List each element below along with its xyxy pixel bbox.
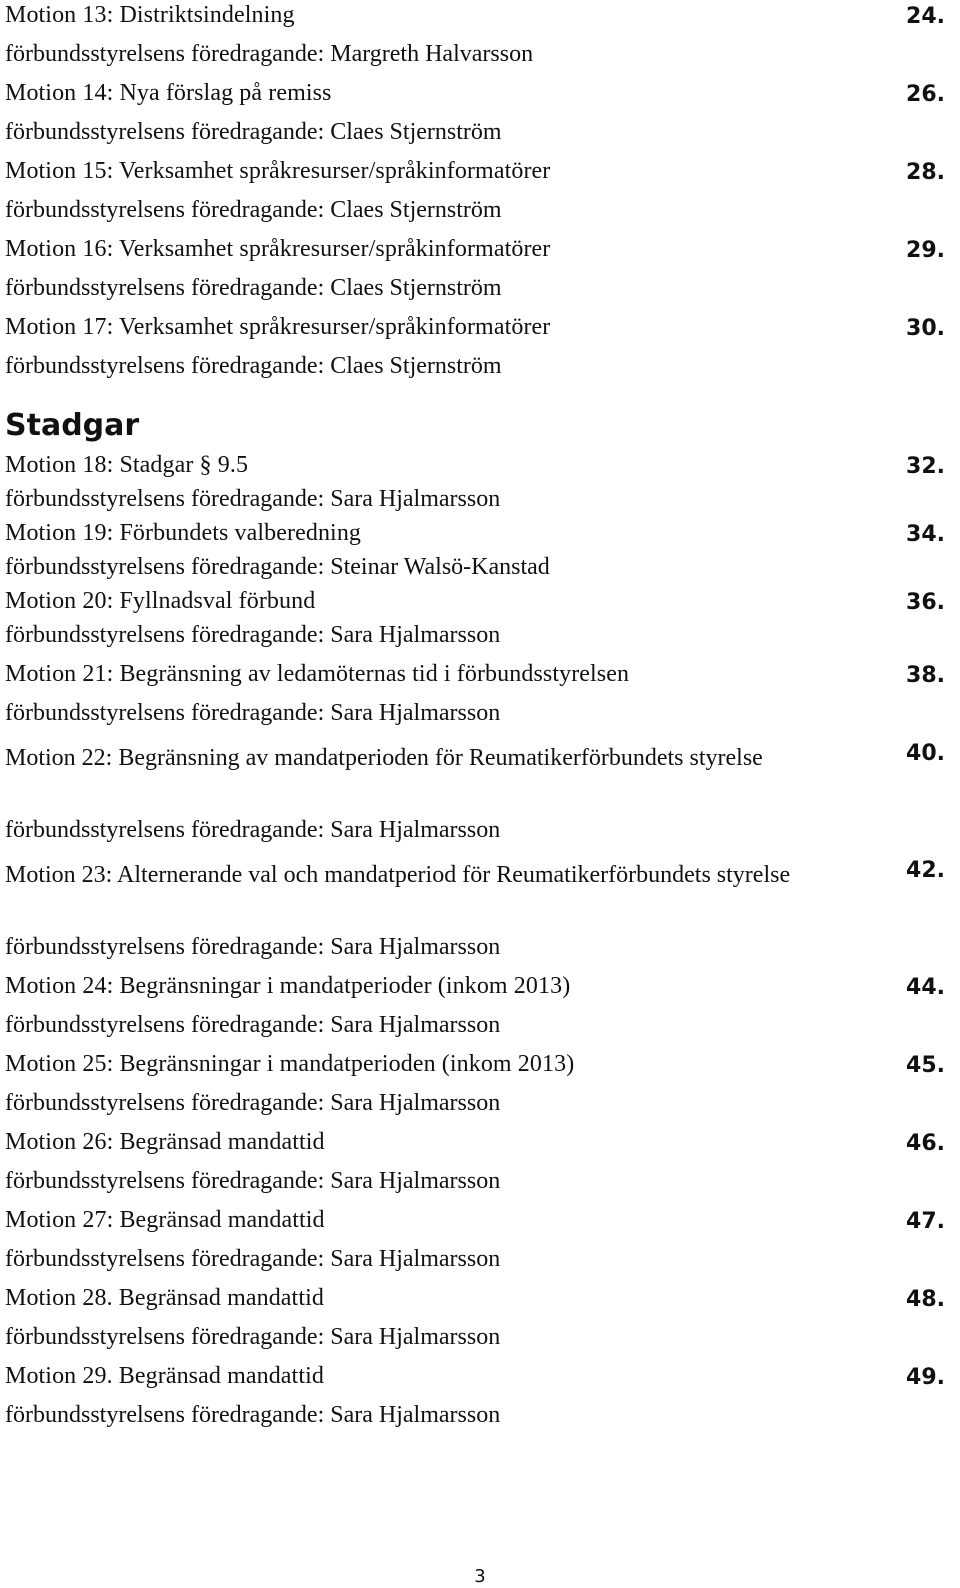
toc-presenter-row <box>5 552 945 586</box>
section-heading <box>5 390 945 450</box>
toc-entry <box>5 971 945 1010</box>
page-footer-number: 3 <box>474 1566 486 1587</box>
presenter-line: förbundsstyrelsens föredragande: Margreth Halvarsson <box>5 41 534 67</box>
toc-entry <box>5 1283 945 1322</box>
page-number: 47. <box>906 1209 945 1234</box>
motion-title: Motion 20: Fyllnadsval förbund <box>5 588 316 614</box>
toc-entry <box>5 1361 945 1400</box>
motion-title: Motion 16: Verksamhet språkresurser/språkinformatörer <box>5 236 551 262</box>
toc-presenter-row <box>5 1010 945 1049</box>
toc-presenter-row <box>5 815 945 854</box>
toc-entry <box>5 518 945 552</box>
page-number: 44. <box>906 975 945 1000</box>
toc-entry <box>5 737 945 815</box>
page-number: 36. <box>906 590 945 615</box>
presenter-line: förbundsstyrelsens föredragande: Claes Stjernström <box>5 353 502 379</box>
motion-title: Motion 13: Distriktsindelning <box>5 2 295 28</box>
toc-presenter-row <box>5 698 945 737</box>
toc-entry <box>5 659 945 698</box>
motion-title: Motion 14: Nya förslag på remiss <box>5 80 332 106</box>
page-number: 40. <box>906 741 945 766</box>
presenter-line: förbundsstyrelsens föredragande: Sara Hjalmarsson <box>5 934 501 960</box>
motion-title: Motion 23: Alternerande val och mandatperiod för Reumatikerförbundets styrelse <box>5 862 791 888</box>
presenter-line: förbundsstyrelsens föredragande: Claes Stjernström <box>5 119 502 145</box>
page-number: 46. <box>906 1131 945 1156</box>
page-number: 26. <box>906 82 945 107</box>
motion-title: Motion 19: Förbundets valberedning <box>5 520 362 546</box>
toc-entry <box>5 1127 945 1166</box>
presenter-line: förbundsstyrelsens föredragande: Sara Hjalmarsson <box>5 622 501 648</box>
toc-entry <box>5 234 945 273</box>
motion-title: Motion 18: Stadgar § 9.5 <box>5 452 249 478</box>
toc-entry <box>5 1205 945 1244</box>
toc-page <box>5 0 945 1439</box>
section-heading-text: Stadgar <box>5 408 140 443</box>
page-number: 29. <box>906 238 945 263</box>
presenter-line: förbundsstyrelsens föredragande: Claes Stjernström <box>5 197 502 223</box>
presenter-line: förbundsstyrelsens föredragande: Sara Hjalmarsson <box>5 486 501 512</box>
presenter-line: förbundsstyrelsens föredragande: Claes Stjernström <box>5 275 502 301</box>
toc-entry <box>5 0 945 39</box>
toc-entry <box>5 156 945 195</box>
toc-presenter-row <box>5 932 945 971</box>
toc-entry <box>5 450 945 484</box>
toc-presenter-row <box>5 351 945 390</box>
toc-entry <box>5 854 945 932</box>
toc-presenter-row <box>5 39 945 78</box>
presenter-line: förbundsstyrelsens föredragande: Sara Hjalmarsson <box>5 1090 501 1116</box>
toc-entry <box>5 78 945 117</box>
toc-presenter-row <box>5 1088 945 1127</box>
toc-presenter-row <box>5 195 945 234</box>
motion-title: Motion 25: Begränsningar i mandatperioden (inkom 2013) <box>5 1051 575 1077</box>
page-number: 49. <box>906 1365 945 1390</box>
page-number: 28. <box>906 160 945 185</box>
motion-title: Motion 26: Begränsad mandattid <box>5 1129 325 1155</box>
presenter-line: förbundsstyrelsens föredragande: Sara Hjalmarsson <box>5 1012 501 1038</box>
motion-title: Motion 17: Verksamhet språkresurser/språkinformatörer <box>5 314 551 340</box>
page-number: 48. <box>906 1287 945 1312</box>
motion-title: Motion 21: Begränsning av ledamöternas tid i förbundsstyrelsen <box>5 661 630 687</box>
toc-entry <box>5 312 945 351</box>
page-number: 42. <box>906 858 945 883</box>
page-number: 34. <box>906 522 945 547</box>
toc-entry <box>5 586 945 620</box>
toc-presenter-row <box>5 1322 945 1361</box>
toc-presenter-row <box>5 273 945 312</box>
page-number: 38. <box>906 663 945 688</box>
presenter-line: förbundsstyrelsens föredragande: Steinar Walsö-Kanstad <box>5 554 550 580</box>
page-number: 45. <box>906 1053 945 1078</box>
presenter-line: förbundsstyrelsens föredragande: Sara Hjalmarsson <box>5 1168 501 1194</box>
presenter-line: förbundsstyrelsens föredragande: Sara Hjalmarsson <box>5 817 501 843</box>
presenter-line: förbundsstyrelsens föredragande: Sara Hjalmarsson <box>5 1324 501 1350</box>
motion-title: Motion 24: Begränsningar i mandatperioder (inkom 2013) <box>5 973 571 999</box>
toc-section-motions <box>5 0 945 390</box>
toc-presenter-row <box>5 484 945 518</box>
toc-presenter-row <box>5 1166 945 1205</box>
motion-title: Motion 29. Begränsad mandattid <box>5 1363 324 1389</box>
toc-presenter-row <box>5 1244 945 1283</box>
toc-presenter-row <box>5 117 945 156</box>
motion-title: Motion 27: Begränsad mandattid <box>5 1207 325 1233</box>
presenter-line: förbundsstyrelsens föredragande: Sara Hjalmarsson <box>5 700 501 726</box>
toc-entry <box>5 1049 945 1088</box>
page-number: 30. <box>906 316 945 341</box>
toc-section-stadgar <box>5 450 945 1439</box>
motion-title: Motion 28. Begränsad mandattid <box>5 1285 324 1311</box>
motion-title: Motion 15: Verksamhet språkresurser/språkinformatörer <box>5 158 551 184</box>
motion-title: Motion 22: Begränsning av mandatperioden för Reumatikerförbundets styrelse <box>5 745 763 771</box>
page-number: 32. <box>906 454 945 479</box>
toc-presenter-row <box>5 1400 945 1439</box>
presenter-line: förbundsstyrelsens föredragande: Sara Hjalmarsson <box>5 1246 501 1272</box>
presenter-line: förbundsstyrelsens föredragande: Sara Hjalmarsson <box>5 1402 501 1428</box>
page-number: 24. <box>906 4 945 29</box>
toc-presenter-row <box>5 620 945 659</box>
